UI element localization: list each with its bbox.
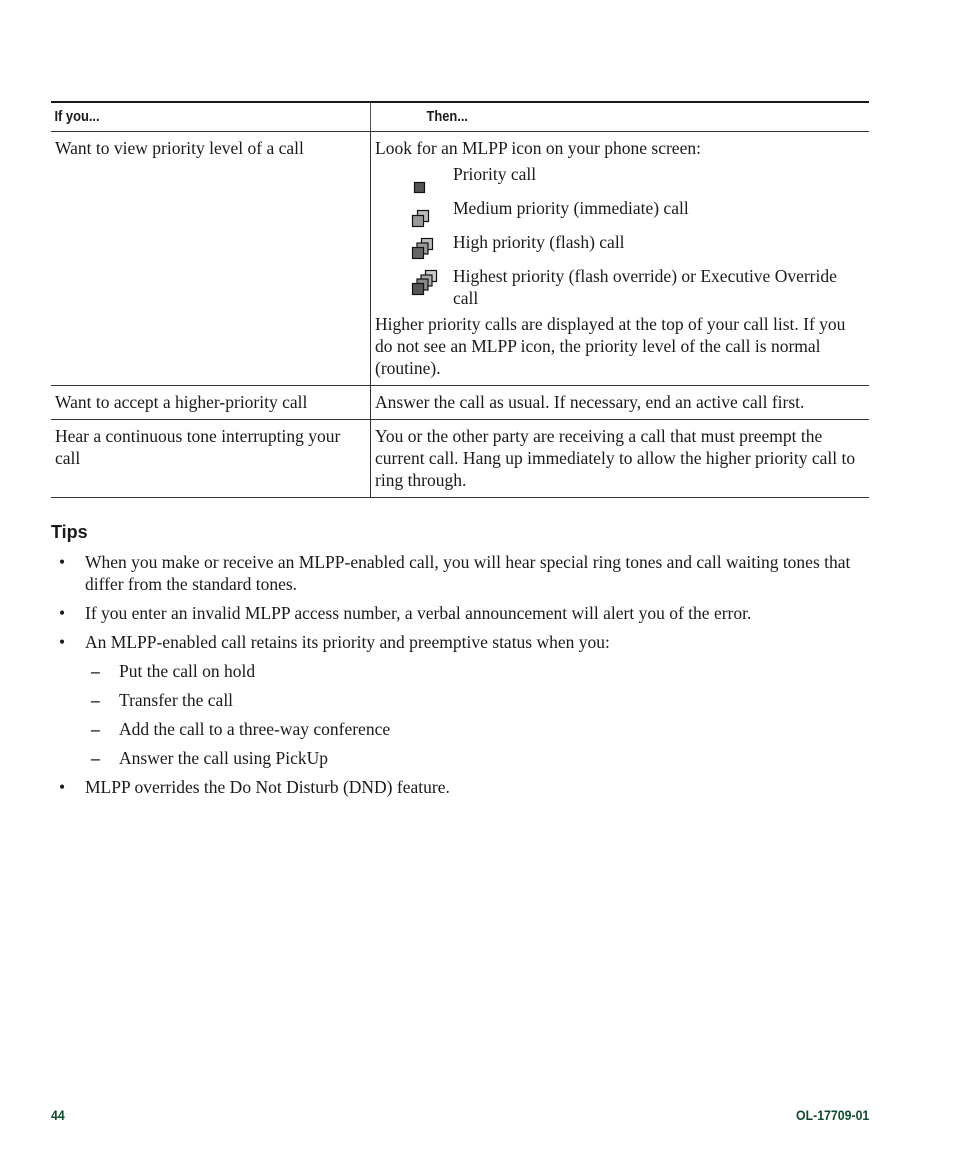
highest-priority-icon bbox=[411, 269, 439, 297]
icon-label: Highest priority (flash override) or Executive Override call bbox=[453, 266, 837, 308]
row3-action: You or the other party are receiving a call that must preempt the current call. Hang up immediately to allow the higher priority call to ring through. bbox=[375, 426, 856, 490]
header-if-you: If you... bbox=[51, 103, 371, 131]
row1-intro: Look for an MLPP icon on your phone screen: bbox=[375, 138, 701, 158]
row2-action: Answer the call as usual. If necessary, end an active call first. bbox=[375, 392, 805, 412]
list-item-text: If you enter an invalid MLPP access number, a verbal announcement will alert you of the error. bbox=[85, 603, 752, 623]
bullet-mark: • bbox=[59, 603, 66, 623]
bullet-mark: • bbox=[59, 552, 66, 572]
dash-mark: – bbox=[91, 748, 100, 768]
row1-note: Higher priority calls are displayed at the top of your call list. If you do not see an MLPP icon, the priority level of the call is normal (routine). bbox=[375, 314, 846, 378]
table-row bbox=[51, 132, 869, 386]
list-item bbox=[51, 631, 869, 653]
tips-list bbox=[51, 551, 869, 805]
sub-list-item bbox=[51, 747, 869, 769]
list-item-text: When you make or receive an MLPP-enabled call, you will hear special ring tones and call waiting tones that differ from the standard tones. bbox=[85, 552, 851, 594]
table-row bbox=[51, 420, 869, 498]
sub-item-text: Transfer the call bbox=[119, 690, 234, 710]
list-item bbox=[51, 776, 869, 798]
icon-row-priority bbox=[375, 163, 865, 197]
sub-item-text: Put the call on hold bbox=[119, 661, 256, 681]
dash-mark: – bbox=[91, 719, 100, 739]
list-item bbox=[51, 551, 869, 595]
table-row bbox=[51, 386, 869, 420]
icon-row-highest bbox=[375, 265, 865, 309]
dash-mark: – bbox=[91, 690, 100, 710]
dash-mark: – bbox=[91, 661, 100, 681]
header-then: Then... bbox=[426, 108, 469, 125]
sub-list-item bbox=[51, 660, 869, 682]
list-item-text: MLPP overrides the Do Not Disturb (DND) feature. bbox=[85, 777, 450, 797]
icon-label: Priority call bbox=[453, 164, 537, 184]
priority-icon bbox=[413, 181, 427, 195]
icon-row-high bbox=[375, 231, 865, 265]
list-item bbox=[51, 602, 869, 624]
table-header-row bbox=[51, 103, 869, 132]
sub-list-item bbox=[51, 689, 869, 711]
sub-list-item bbox=[51, 718, 869, 740]
list-item-text: An MLPP-enabled call retains its priority and preemptive status when you: bbox=[85, 632, 610, 652]
tips-heading: Tips bbox=[51, 522, 88, 542]
document-id: OL-17709-01 bbox=[795, 1107, 869, 1123]
medium-priority-icon bbox=[411, 209, 431, 229]
icon-label: Medium priority (immediate) call bbox=[453, 198, 689, 218]
bullet-mark: • bbox=[59, 777, 66, 797]
call-priority-table bbox=[51, 101, 869, 498]
bullet-mark: • bbox=[59, 632, 66, 652]
mlpp-icon-list bbox=[375, 163, 865, 309]
icon-label: High priority (flash) call bbox=[453, 232, 625, 252]
row3-condition: Hear a continuous tone interrupting your call bbox=[51, 420, 371, 497]
page-number: 44 bbox=[51, 1107, 65, 1123]
row1-action bbox=[371, 132, 869, 385]
high-priority-icon bbox=[411, 237, 435, 261]
icon-row-medium bbox=[375, 197, 865, 231]
row1-condition: Want to view priority level of a call bbox=[51, 132, 371, 385]
sub-item-text: Add the call to a three-way conference bbox=[119, 719, 391, 739]
row2-condition: Want to accept a higher-priority call bbox=[51, 386, 371, 419]
sub-item-text: Answer the call using PickUp bbox=[119, 748, 328, 768]
